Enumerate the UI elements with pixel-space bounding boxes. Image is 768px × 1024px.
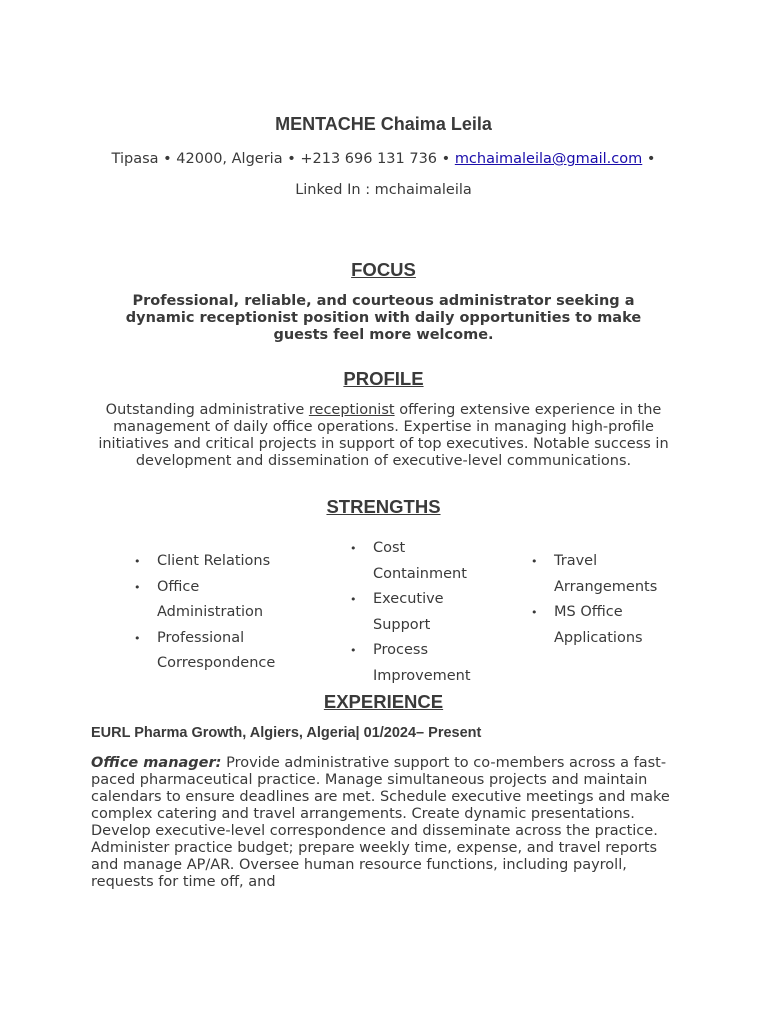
email-link[interactable]: mchaimaleila@gmail.com [454, 151, 643, 167]
list-item: • Client Relations [157, 549, 297, 575]
list-item: • Executive Support [373, 587, 493, 638]
contact-suffix: • [642, 151, 656, 167]
strengths-heading: STRENGTHS [326, 496, 441, 517]
strengths-column-1 [157, 549, 297, 677]
experience-heading: EXPERIENCE [323, 691, 444, 712]
resume-page [91, 112, 676, 891]
contact-details: Tipasa • 42000, Algeria • +213 696 131 736 • [111, 151, 455, 167]
profile-heading: PROFILE [343, 368, 424, 389]
profile-text-end: offering extensive experience in the management of daily office operations. Expertise in managing high-profile initiatives and critical projects in support of top executives. Notable success in development and dissemination of executive-level communications. [98, 402, 669, 469]
strengths-column-3 [554, 549, 676, 651]
job-header: EURL Pharma Growth, Algiers, Algeria| 01/2024– Present [91, 725, 482, 741]
list-item: • MS Office Applications [554, 600, 676, 651]
job-description [91, 755, 676, 891]
job-details: Provide administrative support to co-members across a fast-paced pharmaceutical practice. Manage simultaneous projects and maintain calendars to ensure deadlines are met. Schedule executive meetings and make complex catering and travel arrangements. Create dynamic presentations. Develop executive-level correspondence and disseminate across the practice. Administer practice budget; prepare weekly time, expense, and travel reports and manage AP/AR. Oversee human resource functions, including payroll, requests for time off, and [91, 755, 670, 890]
strengths-list [91, 518, 676, 684]
focus-heading: FOCUS [351, 259, 416, 280]
profile-text-start: Outstanding administrative [105, 402, 309, 418]
contact-line [91, 150, 676, 168]
job-role: Office manager: [91, 755, 222, 771]
profile-underlined-word: receptionist [308, 402, 395, 418]
list-item: • Travel Arrangements [554, 549, 676, 600]
candidate-name: MENTACHE Chaima Leila [275, 114, 492, 134]
list-item: • Process Improvement [373, 638, 493, 689]
linkedin-line: Linked In : mchaimaleila [295, 182, 472, 198]
list-item: • Cost Containment [373, 536, 493, 587]
list-item: • Professional Correspondence [157, 626, 297, 677]
strengths-column-2 [373, 536, 493, 689]
profile-text [91, 402, 676, 470]
focus-text: Professional, reliable, and courteous administrator seeking a dynamic receptionist position with daily opportunities to make guests feel more welcome. [125, 293, 642, 343]
list-item: • Office Administration [157, 575, 297, 626]
